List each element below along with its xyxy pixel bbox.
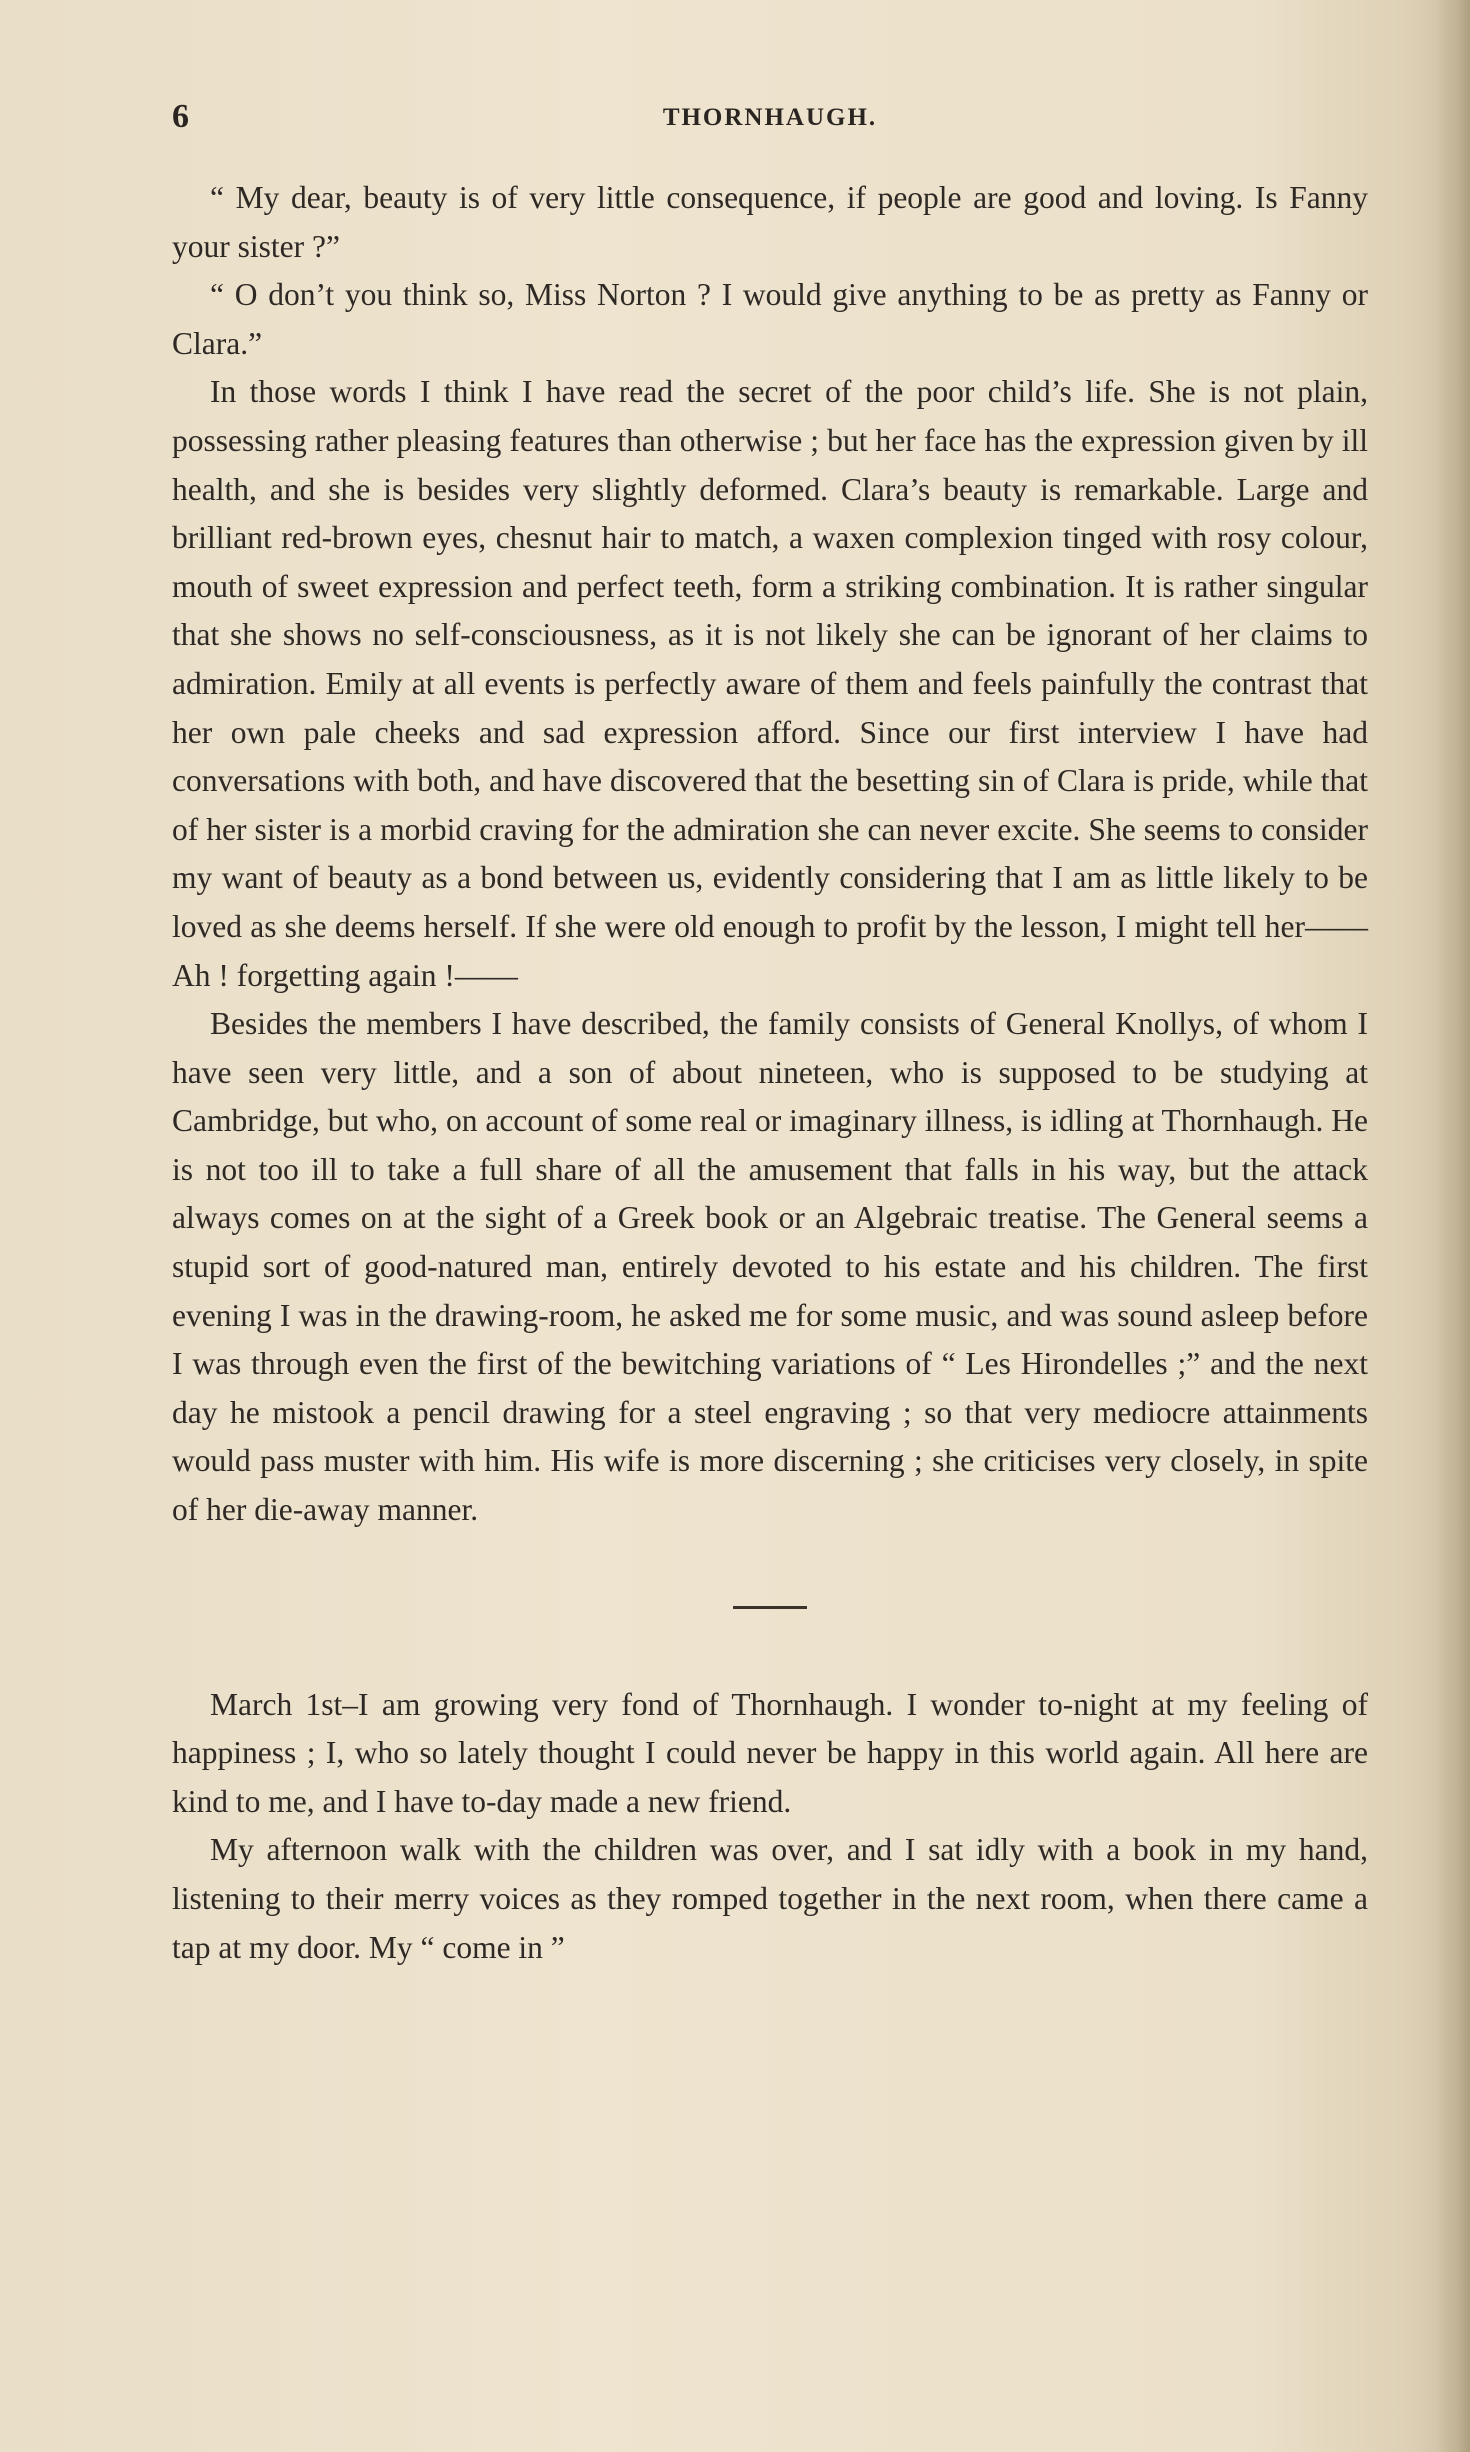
running-title: THORNHAUGH. <box>662 104 878 131</box>
paragraph: March 1st–I am growing very fond of Thornhaugh. I wonder to-night at my feeling of happiness ; I, who so lately thought I could never be happy in this world again. All here are kind to me, and I have to-day made a new friend. <box>172 1686 1368 1819</box>
paragraph: My afternoon walk with the children was over, and I sat idly with a book in my hand, listening to their merry voices as they romped together in the next room, when there came a tap at my door. My “ come in ” <box>172 1832 1368 1965</box>
paragraph: “ My dear, beauty is of very little consequence, if people are good and loving. Is Fanny your sister ?” <box>172 180 1368 264</box>
page-edge-shadow <box>1436 0 1470 2452</box>
page-number: 6 <box>172 98 189 135</box>
paragraph: In those words I think I have read the secret of the poor child’s life. She is not plain, possessing rather pleasing features than otherwise ; but her face has the expression given by ill health, and she is besides very slightly deformed. Clara’s beauty is remarkable. Large and brilliant red-brown eyes, chesnut hair to match, a waxen complexion tinged with rosy colour, mouth of sweet expression and perfect teeth, form a striking combination. It is rather singular that she shows no self-consciousness, as it is not likely she can be ignorant of her claims to admiration. Emily at all events is perfectly aware of them and feels painfully the contrast that her own pale cheeks and sad expression afford. Since our first interview I have had conversations with both, and have discovered that the besetting sin of Clara is pride, while that of her sister is a morbid craving for the admiration she can never excite. She seems to consider my want of beauty as a bond between us, evidently considering that I am as little likely to be loved as she deems herself. If she were old enough to profit by the lesson, I might tell her——Ah ! forgetting again !—— <box>172 374 1368 993</box>
paragraph: “ O don’t you think so, Miss Norton ? I would give anything to be as pretty as Fanny or Clara.” <box>172 277 1368 361</box>
paragraph: Besides the members I have described, the family consists of General Knollys, of whom I have seen very little, and a son of about nineteen, who is supposed to be studying at Cambridge, but who, on account of some real or imaginary illness, is idling at Thornhaugh. He is not too ill to take a full share of all the amusement that falls in his way, but the attack always comes on at the sight of a Greek book or an Algebraic treatise. The General seems a stupid sort of good-natured man, entirely devoted to his estate and his children. The first evening I was in the drawing-room, he asked me for some music, and was sound asleep before I was through even the first of the bewitching variations of “ Les Hirondelles ;” and the next day he mistook a pencil drawing for a steel engraving ; so that very mediocre attainments would pass muster with him. His wife is more discerning ; she criticises very closely, in spite of her die-away manner. <box>172 1006 1368 1528</box>
body-text <box>172 174 1368 1972</box>
page-header <box>172 98 1368 138</box>
section-divider <box>733 1606 807 1609</box>
